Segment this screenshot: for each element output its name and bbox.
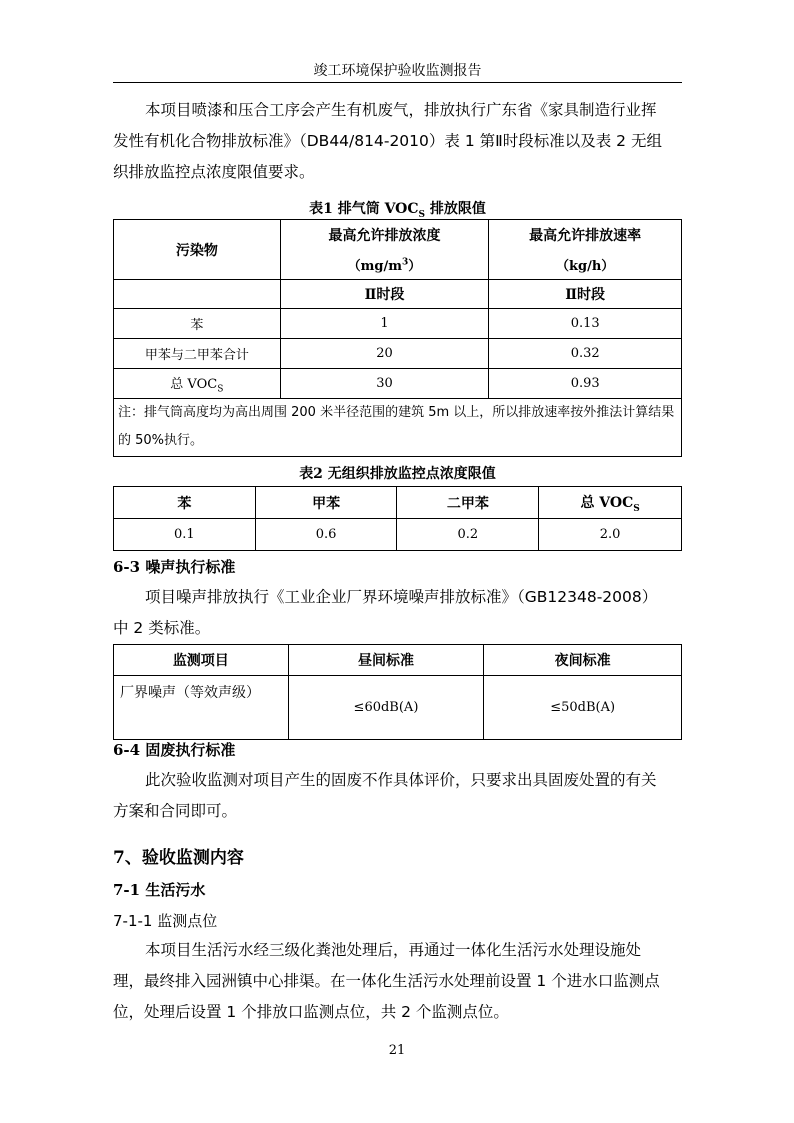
conc-cell: 1 (280, 309, 489, 339)
header-rule (113, 82, 682, 83)
table1-period-conc: Ⅱ时段 (280, 280, 489, 309)
section-6-4-paragraph: 此次验收监测对项目产生的固废不作具体评价，只要求出具固废处置的有关方案和合同即可。 (113, 771, 657, 820)
table-row (114, 369, 682, 399)
table1-emission-limits (113, 219, 682, 399)
value-cell: 2.0 (539, 519, 682, 551)
table2-header-vocs (539, 487, 682, 519)
night-cell: ≤50dB(A) (484, 676, 682, 740)
section-7-heading: 7、验收监测内容 (113, 848, 244, 868)
table2-fugitive-limits (113, 486, 682, 551)
table-row (114, 676, 682, 740)
pollutant-cell (114, 369, 281, 399)
rate-cell: 0.32 (489, 339, 682, 369)
table2-header-toluene: 甲苯 (255, 487, 397, 519)
section-6-3-paragraph: 项目噪声排放执行《工业企业厂界环境噪声排放标准》（GB12348-2008）中 2 类标准。 (113, 588, 658, 637)
rate-cell: 0.13 (489, 309, 682, 339)
table1-caption-prefix: 表1 排气筒 VOC (309, 201, 419, 217)
table-row (114, 339, 682, 369)
pollutant-sub: S (217, 384, 224, 395)
rate-cell: 0.93 (489, 369, 682, 399)
conc-unit-post: ） (408, 258, 422, 274)
table3-header-day: 昼间标准 (288, 645, 484, 676)
table1-col-pollutant: 污染物 (114, 220, 281, 280)
pollutant-cell: 甲苯与二甲苯合计 (114, 339, 281, 369)
section-6-3-heading: 6-3 噪声执行标准 (113, 558, 236, 576)
pollutant-pre: 总 VOC (170, 376, 218, 392)
section-7-1-heading: 7-1 生活污水 (113, 881, 206, 899)
section-7-1-1-heading: 7-1-1 监测点位 (113, 912, 218, 930)
table1-col-conc-unit (280, 250, 489, 280)
page-header: 竣工环境保护验收监测报告 (313, 63, 482, 79)
table1-col-conc: 最高允许排放浓度 (280, 220, 489, 250)
table2-header-xylene: 二甲苯 (397, 487, 539, 519)
table1-period-rate: Ⅱ时段 (489, 280, 682, 309)
section-7-1-1-paragraph: 本项目生活污水经三级化粪池处理后，再通过一体化生活污水处理设施处理，最终排入园洲镇中心排渠。在一体化生活污水处理前设置 1 个进水口监测点位，处理后设置 1 个排放口监测点位，共 2 个监测点位。 (113, 941, 660, 1021)
table1-col-rate-unit: （kg/h） (489, 250, 682, 280)
item-cell: 厂界噪声（等效声级） (114, 676, 289, 740)
value-cell: 0.1 (114, 519, 256, 551)
table1-col-rate: 最高允许排放速率 (489, 220, 682, 250)
conc-cell: 30 (280, 369, 489, 399)
vocs-sub: S (633, 503, 640, 514)
table2-header-benzene: 苯 (114, 487, 256, 519)
conc-unit-pre: （mg/m (347, 258, 403, 274)
table1-note: 注：排气筒高度均为高出周围 200 米半径范围的建筑 5m 以上，所以排放速率按外推法计算结果的 50%执行。 (113, 399, 682, 457)
table1-caption-sub: S (418, 209, 426, 220)
conc-unit-sup: 3 (402, 257, 409, 268)
value-cell: 0.6 (255, 519, 397, 551)
table1-caption (113, 198, 682, 220)
intro-paragraph: 本项目喷漆和压合工序会产生有机废气，排放执行广东省《家具制造行业挥发性有机化合物排放标准》（DB44/814-2010）表 1 第Ⅱ时段标准以及表 2 无组织排放监控点浓度限值要求。 (113, 101, 662, 181)
pollutant-cell: 苯 (114, 309, 281, 339)
value-cell: 0.2 (397, 519, 539, 551)
section-6-4-heading: 6-4 固废执行标准 (113, 741, 236, 759)
table2-caption: 表2 无组织排放监控点浓度限值 (299, 466, 496, 482)
conc-cell: 20 (280, 339, 489, 369)
page-number: 21 (388, 1043, 406, 1058)
table3-noise-standards (113, 644, 682, 740)
table-row (114, 519, 682, 551)
vocs-pre: 总 VOC (580, 494, 634, 511)
table3-header-night: 夜间标准 (484, 645, 682, 676)
table1-caption-suffix: 排放限值 (425, 201, 486, 217)
table1-blank (114, 280, 281, 309)
table3-header-item: 监测项目 (114, 645, 289, 676)
table-row (114, 309, 682, 339)
day-cell: ≤60dB(A) (288, 676, 484, 740)
